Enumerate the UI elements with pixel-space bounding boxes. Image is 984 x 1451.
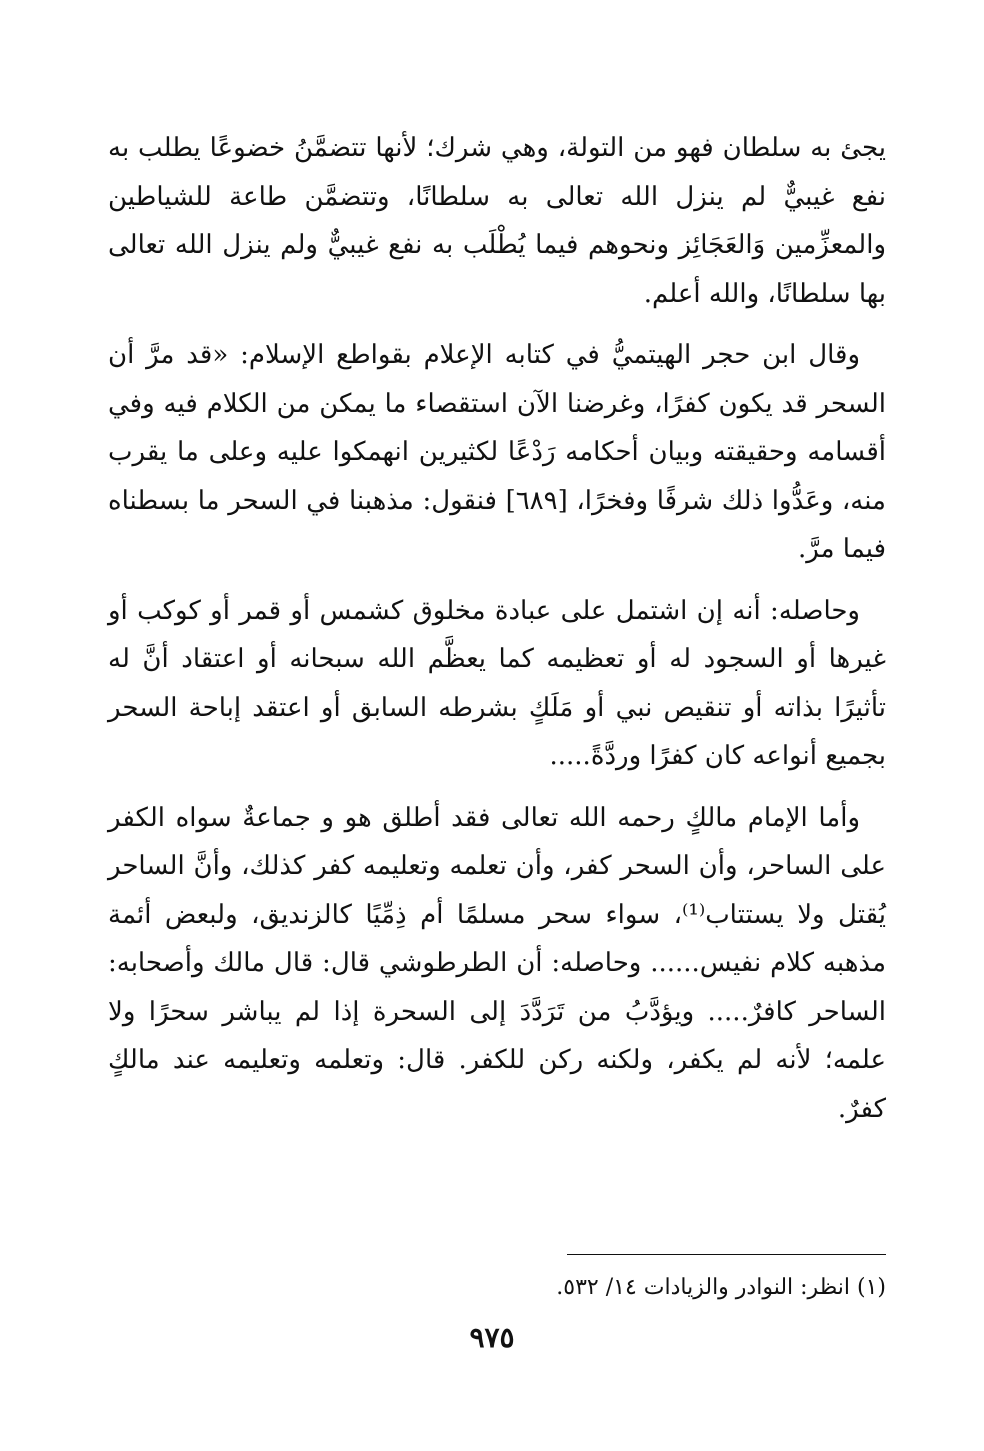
paragraph-4: وأما الإمام مالكٍ رحمه الله تعالى فقد أطلق هو و جماعةٌ سواه الكفر على الساحر، وأن السحر كفر، وأن تعلمه وتعليمه كفر كذلك، وأنَّ الساحر يُقتل ولا يستتاب⁽¹⁾، سواء سحر مسلمًا أم ذِمِّيًا كالزنديق، ولبعض أئمة مذهبه كلام نفيس...... وحاصله: أن الطرطوشي قال: قال مالك وأصحابه: الساحر كافرٌ..... ويؤدَّبُ من تَرَدَّدَ إلى السحرة إذا لم يباشر سحرًا ولا علمه؛ لأنه لم يكفر، ولكنه ركن للكفر. قال: وتعلمه وتعليمه عند مالكٍ كفرٌ. <box>108 802 887 1124</box>
paragraph-2: وقال ابن حجر الهيتميُّ في كتابه الإعلام بقواطع الإسلام: «قد مرَّ أن السحر قد يكون كفرًا، وغرضنا الآن استقصاء ما يمكن من الكلام فيه وفي أقسامه وحقيقته وبيان أحكامه رَدْعًا لكثيرين انهمكوا عليه وعلى ما يقرب منه، وعَدُّوا ذلك شرفًا وفخرًا، [٦٨٩] فنقول: مذهبنا في السحر ما بسطناه فيما مرَّ. <box>108 340 886 564</box>
footnote <box>300 1268 886 1308</box>
paragraph-1: يجئ به سلطان فهو من التولة، وهي شرك؛ لأنها تتضمَّنُ خضوعًا يطلب به نفع غيبيٌّ لم ينزل الله تعالى به سلطانًا، وتتضمَّن طاعة للشياطين والمعزِّمين وَالعَجَائِز ونحوهم فيما يُطْلَب به نفع غيبيٌّ ولم ينزل الله تعالى بها سلطانًا، والله أعلم. <box>108 133 886 309</box>
footnote-number: (١) <box>856 1275 886 1300</box>
page-number: ٩٧٥ <box>469 1321 515 1354</box>
paragraph-3: وحاصله: أنه إن اشتمل على عبادة مخلوق كشمس أو قمر أو كوكب أو غيرها أو السجود له أو تعظيمه كما يعظَّم الله سبحانه أو اعتقاد أنَّ له تأثيرًا بذاته أو تنقيص نبي أو مَلَكٍ بشرطه السابق أو اعتقد إباحة السحر بجميع أنواعه كان كفرًا وردَّةً..... <box>108 595 886 771</box>
footnote-text: انظر: النوادر والزيادات ١٤/ ٥٣٢. <box>556 1275 850 1300</box>
main-text <box>108 124 886 1146</box>
footnote-divider <box>567 1254 886 1255</box>
